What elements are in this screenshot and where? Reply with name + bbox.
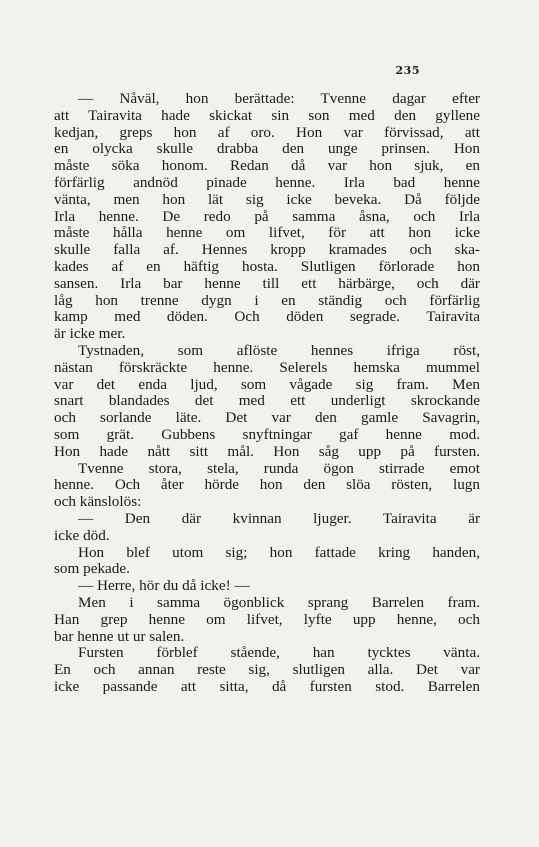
text-line: som grät. Gubbens snyftningar gaf henne mod. bbox=[54, 425, 480, 443]
text-line: Hon blef utom sig; hon fattade kring handen, bbox=[78, 543, 480, 561]
text-line: bar henne ut ur salen. bbox=[54, 627, 185, 645]
text-line: En och annan reste sig, slutligen alla. Det var bbox=[54, 661, 480, 679]
text-line: Hon hade nått sitt mål. Hon såg upp på fursten. bbox=[54, 442, 480, 460]
text-line: en olycka skulle drabba den unge prinsen. Hon bbox=[54, 140, 480, 158]
text-line: Fursten förblef stående, han tycktes vänta. bbox=[78, 644, 480, 662]
text-line: Tystnaden, som aflöste hennes ifriga röst, bbox=[78, 341, 480, 359]
text-line: — Den där kvinnan ljuger. Tairavita är bbox=[78, 509, 480, 527]
text-line: Han grep henne om lifvet, lyfte upp henne, och bbox=[54, 610, 480, 628]
text-line: skulle falla af. Hennes kropp kramades och ska- bbox=[54, 241, 480, 259]
body-text bbox=[54, 91, 480, 696]
text-line: — Nåväl, hon berättade: Tvenne dagar efter bbox=[78, 90, 480, 107]
text-line: icke passande att sitta, då fursten stod. Barrelen bbox=[54, 677, 480, 695]
text-line: sansen. Irla bar henne till ett härbärge, och där bbox=[54, 274, 480, 292]
text-line: förfärlig andnöd pinade henne. Irla bad henne bbox=[54, 173, 480, 191]
text-line: och känslolös: bbox=[54, 493, 142, 511]
text-line: att Tairavita hade skickat sin son med den gyllene bbox=[54, 106, 480, 124]
text-line: kades af en häftig hosta. Slutligen förlorade hon bbox=[54, 257, 480, 275]
text-line: och sorlande läte. Det var den gamle Savagrin, bbox=[54, 409, 480, 427]
text-line: — Herre, hör du då icke! — bbox=[78, 577, 250, 595]
text-line: henne. Och åter hörde hon den slöa rösten, lugn bbox=[54, 476, 480, 494]
text-line: måste hålla henne om lifvet, för att hon icke bbox=[54, 224, 480, 242]
text-line: icke död. bbox=[54, 526, 110, 544]
text-line: kedjan, greps hon af oro. Hon var förvissad, att bbox=[54, 123, 480, 141]
text-line: vänta, men hon lät sig icke beveka. Då följde bbox=[54, 190, 480, 208]
text-line: snart blandades det med ett underligt skrockande bbox=[54, 392, 480, 410]
text-line: Men i samma ögonblick sprang Barrelen fram. bbox=[78, 593, 480, 611]
text-line: var det enda ljud, som vågade sig fram. Men bbox=[54, 375, 480, 393]
text-line: Tvenne stora, stela, runda ögon stirrade emot bbox=[78, 459, 480, 477]
page-number: 235 bbox=[395, 64, 420, 77]
text-line: måste söka honom. Redan då var hon sjuk, en bbox=[54, 157, 480, 175]
text-line: Irla henne. De redo på samma åsna, och Irla bbox=[54, 207, 480, 225]
text-line: som pekade. bbox=[54, 560, 130, 578]
text-line: låg hon trenne dygn i en ständig och förfärlig bbox=[54, 291, 480, 309]
text-line: är icke mer. bbox=[54, 325, 126, 343]
text-line: nästan förskräckte henne. Selerels hemska mummel bbox=[54, 358, 480, 376]
text-line: kamp med döden. Och döden segrade. Tairavita bbox=[54, 308, 480, 326]
